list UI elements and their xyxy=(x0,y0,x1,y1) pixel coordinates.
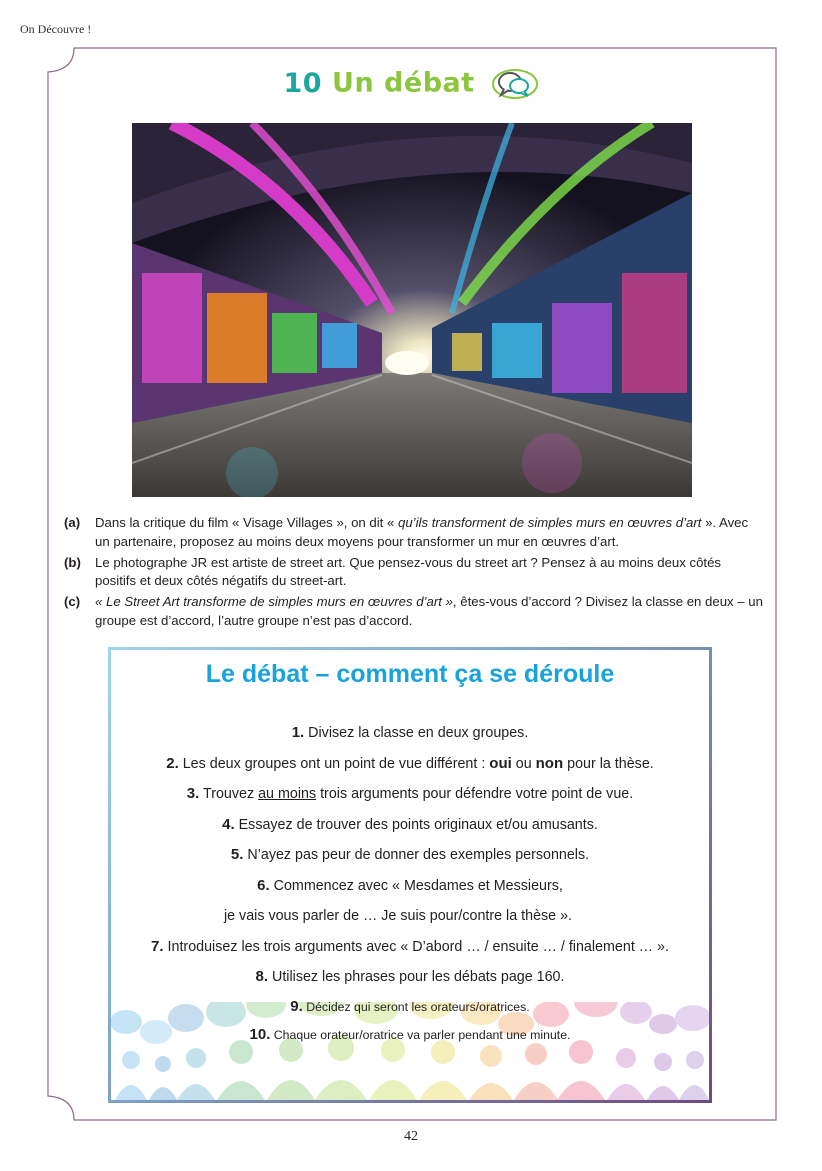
debate-step xyxy=(111,993,709,1021)
question-item xyxy=(64,554,764,592)
graffiti-tunnel-photo xyxy=(132,123,692,497)
text-run: trois arguments pour défendre votre point de vue. xyxy=(316,786,634,802)
text-run: « Le Street Art transforme de simples murs en œuvres d’art » xyxy=(95,594,453,610)
debate-step xyxy=(111,779,709,810)
header-label: On Découvre ! xyxy=(20,22,92,36)
question-item xyxy=(64,593,764,631)
debate-title: Le débat – comment ça se déroule xyxy=(205,660,615,688)
section-title-text: Un débat xyxy=(332,67,475,99)
text-run: Utilisez les phrases pour les débats page 160. xyxy=(268,969,565,985)
step-number: 4. xyxy=(222,815,235,833)
text-run: , êtes-vous d’accord ? Divisez la classe en deux – un groupe est d’accord, l’autre groupe n’est pas d’accord. xyxy=(95,594,763,628)
text-run: qu’ils transforment de simples murs en œuvres d’art xyxy=(398,515,702,530)
page-number: 42 xyxy=(404,1129,418,1144)
step-number: 9. xyxy=(290,997,303,1015)
text-run: Introduisez les trois arguments avec « D’abord … / ensuite … / finalement … ». xyxy=(163,938,669,955)
text-run: pour la thèse. xyxy=(563,755,654,772)
section-title xyxy=(0,66,822,102)
step-number: 6. xyxy=(257,876,270,894)
text-run: au moins xyxy=(258,786,317,802)
text-run: non xyxy=(535,754,564,772)
question-item xyxy=(64,514,764,552)
text-run: N’ayez pas peur de donner des exemples personnels. xyxy=(243,847,590,863)
text-run: Essayez de trouver des points originaux et/ou amusants. xyxy=(234,816,598,833)
step-number: 10. xyxy=(249,1025,271,1043)
question-label: (a) xyxy=(64,515,81,530)
text-run: Commencez avec « Mesdames et Messieurs, xyxy=(269,877,563,894)
step-number: 7. xyxy=(151,937,164,955)
text-run: Les deux groupes ont un point de vue différent : xyxy=(178,755,490,772)
question-text xyxy=(95,514,764,552)
debate-step xyxy=(111,871,709,902)
step-number: 8. xyxy=(255,968,269,985)
text-run: Trouvez xyxy=(199,786,259,802)
question-label: (c) xyxy=(64,594,81,610)
question-label: (b) xyxy=(64,554,81,570)
section-number: 10 xyxy=(283,67,323,99)
debate-step xyxy=(111,962,709,993)
text-run: oui xyxy=(489,754,512,772)
step-number: 1. xyxy=(291,724,305,741)
debate-step xyxy=(111,718,709,749)
speech-bubbles-icon xyxy=(491,66,539,102)
debate-step xyxy=(111,901,709,932)
step-number: 3. xyxy=(186,785,200,802)
debate-step xyxy=(111,840,709,871)
debate-step xyxy=(111,1021,709,1049)
text-run: Le photographe JR est artiste de street art. Que pensez-vous du street art ? Pensez à au moins deux côtés positifs et deux côtés négatifs du street-art. xyxy=(95,554,722,589)
text-run: Décidez qui seront les orateurs/oratrices. xyxy=(302,999,530,1014)
debate-box xyxy=(108,647,712,1103)
text-run: Dans la critique du film « Visage Villages », on dit « xyxy=(95,515,398,530)
text-run: Divisez la classe en deux groupes. xyxy=(304,725,529,741)
question-text xyxy=(95,554,764,592)
text-run: ». Avec un partenaire, proposez au moins deux moyens pour transformer un mur en œuvres d’art. xyxy=(95,515,749,549)
debate-steps xyxy=(111,718,709,1049)
debate-step xyxy=(111,932,709,963)
question-list xyxy=(64,514,764,633)
text-run: Chaque orateur/oratrice va parler pendant une minute. xyxy=(270,1027,571,1042)
step-number: 5. xyxy=(230,846,244,863)
question-text xyxy=(95,593,764,631)
debate-step xyxy=(111,810,709,841)
step-number: 2. xyxy=(166,754,179,772)
debate-step xyxy=(111,749,709,780)
text-run: je vais vous parler de … Je suis pour/contre la thèse ». xyxy=(223,908,573,924)
text-run: ou xyxy=(511,755,536,772)
